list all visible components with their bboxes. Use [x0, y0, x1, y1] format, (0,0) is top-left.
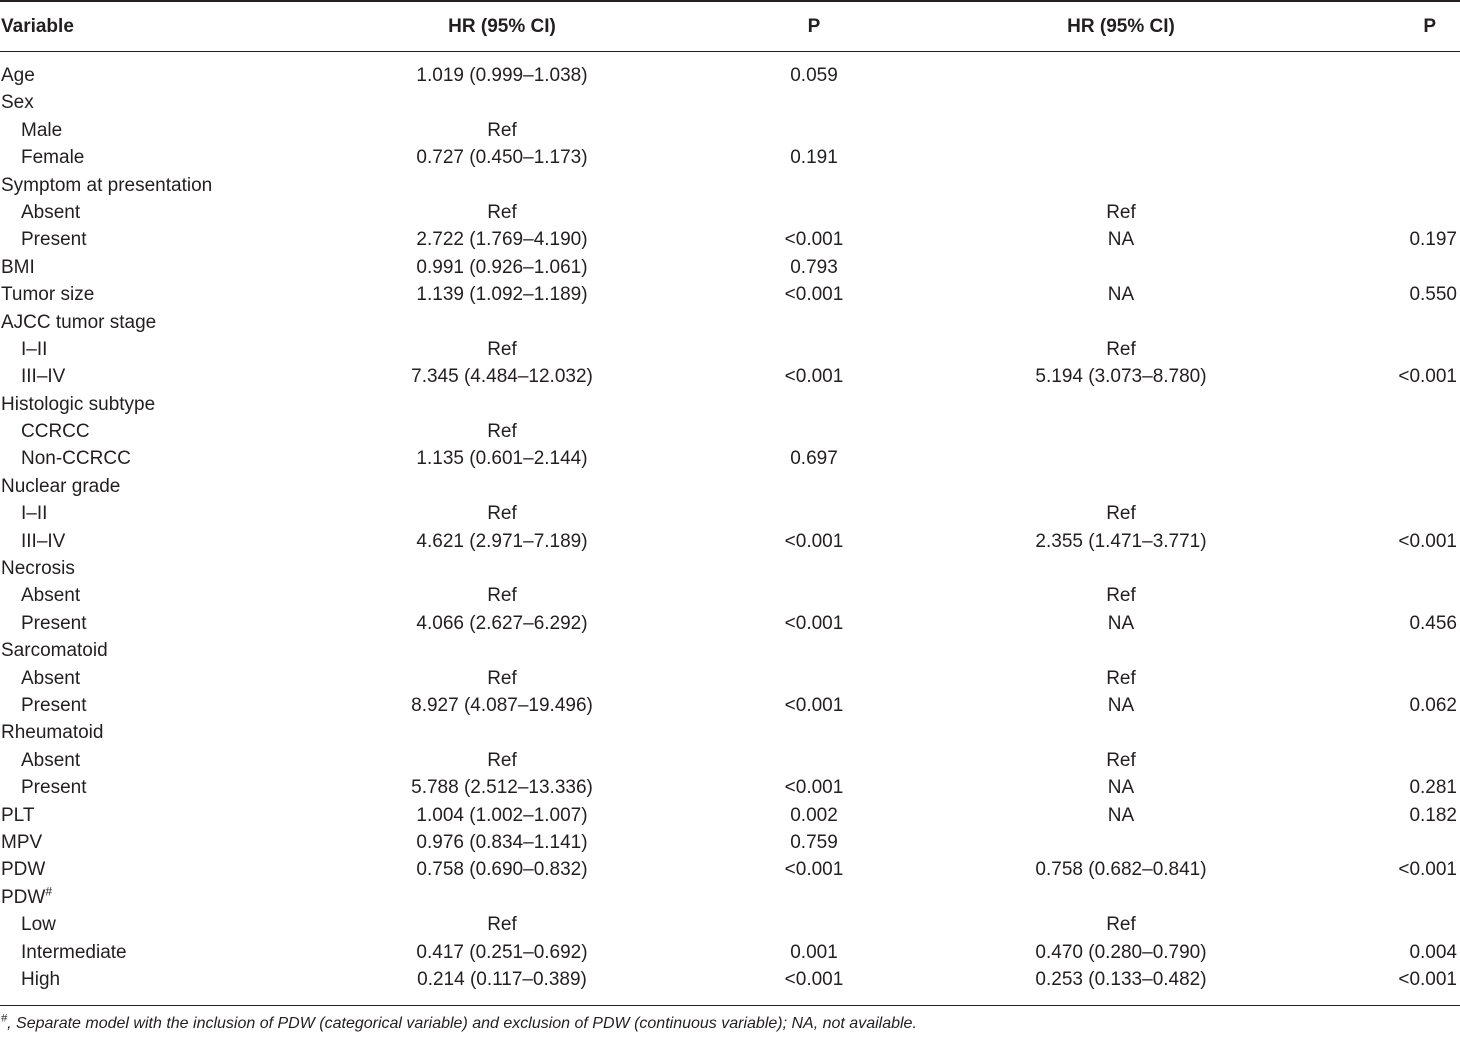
- cell-variable: [21, 418, 90, 445]
- cell-variable: [21, 774, 86, 801]
- table-row: [0, 719, 1460, 746]
- variable-label: High: [21, 968, 61, 990]
- table-row: [0, 555, 1460, 582]
- cell-p-univariate: <0.001: [784, 284, 844, 306]
- table-row: [0, 144, 1460, 171]
- cell-hr-univariate: 8.927 (4.087–19.496): [411, 694, 593, 716]
- table-row: [0, 637, 1460, 664]
- cell-variable: [21, 500, 47, 527]
- table-row: [0, 829, 1460, 856]
- cell-variable: [1, 172, 212, 199]
- variable-label: MPV: [1, 831, 43, 853]
- table-row: [0, 473, 1460, 500]
- variable-label: Tumor size: [1, 284, 95, 306]
- table-row: [0, 911, 1460, 938]
- cell-p-univariate: <0.001: [784, 694, 844, 716]
- cell-hr-univariate: 0.214 (0.117–0.389): [417, 968, 587, 990]
- cell-p-univariate: 0.002: [790, 804, 838, 826]
- table-row: [0, 336, 1460, 363]
- table-row: [0, 418, 1460, 445]
- cell-variable: [21, 144, 84, 171]
- cell-hr-multivariate: Ref: [1106, 503, 1136, 525]
- variable-label: AJCC tumor stage: [1, 311, 157, 333]
- header-rule: [0, 51, 1460, 52]
- cell-variable: [21, 966, 60, 993]
- cell-variable: [21, 445, 131, 472]
- cell-p-univariate: <0.001: [784, 777, 844, 799]
- cell-hr-multivariate: Ref: [1106, 201, 1136, 223]
- cell-variable: [1, 802, 34, 829]
- table-row: [0, 199, 1460, 226]
- header-p-univariate: P: [807, 16, 821, 37]
- cell-hr-univariate: 0.758 (0.690–0.832): [416, 859, 588, 881]
- cell-p-multivariate: <0.001: [1398, 968, 1457, 990]
- cell-variable: [1, 391, 155, 418]
- table-row: [0, 309, 1460, 336]
- table-row: [0, 89, 1460, 116]
- cell-variable: [21, 226, 86, 253]
- cell-p-univariate: <0.001: [784, 968, 844, 990]
- variable-label: Nuclear grade: [1, 475, 121, 497]
- table-row: [0, 172, 1460, 199]
- cell-p-multivariate: 0.281: [1409, 777, 1457, 799]
- cell-p-univariate: 0.759: [790, 831, 838, 853]
- cell-p-multivariate: 0.182: [1409, 804, 1457, 826]
- cell-hr-univariate: Ref: [487, 503, 517, 525]
- cell-hr-univariate: 5.788 (2.512–13.336): [411, 777, 593, 799]
- cell-variable: [1, 856, 45, 883]
- cell-hr-univariate: 4.621 (2.971–7.189): [416, 530, 588, 552]
- cell-hr-univariate: 0.991 (0.926–1.061): [416, 256, 588, 278]
- variable-label: Male: [21, 119, 63, 141]
- variable-label: Present: [21, 694, 87, 716]
- cell-variable: [1, 884, 52, 911]
- cell-variable: [1, 473, 120, 500]
- cell-variable: [21, 911, 56, 938]
- variable-label: CCRCC: [21, 421, 90, 443]
- variable-label: I–II: [21, 503, 48, 525]
- variable-label: Low: [21, 914, 56, 936]
- header-p-multivariate: P: [1423, 16, 1436, 37]
- cell-variable: [1, 829, 42, 856]
- cell-p-multivariate: <0.001: [1398, 366, 1457, 388]
- header-variable: Variable: [1, 16, 74, 37]
- cell-hr-multivariate: Ref: [1106, 338, 1136, 360]
- cell-p-univariate: <0.001: [784, 229, 844, 251]
- cell-hr-multivariate: Ref: [1106, 585, 1136, 607]
- cell-hr-multivariate: NA: [1107, 694, 1135, 716]
- variable-label: Present: [21, 612, 87, 634]
- table-row: [0, 856, 1460, 883]
- variable-label: Absent: [21, 667, 81, 689]
- variable-label: III–IV: [21, 366, 66, 388]
- cell-hr-multivariate: Ref: [1106, 914, 1136, 936]
- variable-label: Sex: [1, 92, 34, 114]
- cell-hr-univariate: 1.004 (1.002–1.007): [416, 804, 588, 826]
- cell-variable: [1, 281, 94, 308]
- table-row: [0, 281, 1460, 308]
- table-row: [0, 254, 1460, 281]
- table-row: [0, 445, 1460, 472]
- table-row: [0, 939, 1460, 966]
- variable-label: Absent: [21, 749, 81, 771]
- cell-hr-univariate: Ref: [487, 421, 517, 443]
- cell-variable: [21, 610, 86, 637]
- cell-p-univariate: <0.001: [784, 366, 844, 388]
- cell-hr-univariate: Ref: [487, 119, 517, 141]
- cell-p-univariate: 0.697: [790, 448, 838, 470]
- cell-hr-multivariate: 5.194 (3.073–8.780): [1035, 366, 1207, 388]
- variable-label: Rheumatoid: [1, 722, 104, 744]
- variable-label: Histologic subtype: [1, 393, 156, 415]
- table-row: [0, 117, 1460, 144]
- cell-variable: [21, 528, 65, 555]
- cell-variable: [1, 62, 35, 89]
- cell-hr-univariate: 4.066 (2.627–6.292): [416, 612, 588, 634]
- cell-p-multivariate: <0.001: [1398, 859, 1457, 881]
- cell-variable: [21, 117, 62, 144]
- variable-label: BMI: [1, 256, 35, 278]
- table-row: [0, 884, 1460, 911]
- cell-hr-univariate: Ref: [487, 914, 517, 936]
- cell-hr-univariate: 1.019 (0.999–1.038): [416, 65, 588, 86]
- variable-label: PDW: [1, 886, 46, 908]
- table-row: [0, 391, 1460, 418]
- table-row: [0, 966, 1460, 993]
- header-hr-univariate: HR (95% CI): [448, 16, 556, 37]
- variable-label: I–II: [21, 338, 48, 360]
- cell-hr-multivariate: Ref: [1106, 667, 1136, 689]
- cell-hr-univariate: Ref: [487, 338, 517, 360]
- cell-variable: [21, 747, 80, 774]
- cell-hr-univariate: 0.976 (0.834–1.141): [416, 831, 588, 853]
- variable-label: PLT: [1, 804, 35, 826]
- cell-p-multivariate: 0.004: [1409, 941, 1457, 963]
- bottom-rule: [0, 1005, 1460, 1006]
- table-row: [0, 500, 1460, 527]
- cell-p-multivariate: 0.550: [1409, 284, 1457, 306]
- cell-hr-univariate: 2.722 (1.769–4.190): [416, 229, 588, 251]
- cell-p-multivariate: <0.001: [1398, 530, 1457, 552]
- cell-p-multivariate: 0.197: [1409, 229, 1457, 251]
- cell-p-multivariate: 0.062: [1409, 694, 1457, 716]
- cell-hr-univariate: 1.139 (1.092–1.189): [416, 284, 588, 306]
- cell-hr-univariate: 0.417 (0.251–0.692): [416, 941, 588, 963]
- table-row: [0, 610, 1460, 637]
- cell-variable: [21, 665, 80, 692]
- table-row: [0, 774, 1460, 801]
- variable-label: Absent: [21, 201, 81, 223]
- cell-hr-multivariate: NA: [1107, 804, 1135, 826]
- cell-variable: [1, 555, 75, 582]
- cell-variable: [1, 637, 108, 664]
- cell-variable: [21, 582, 80, 609]
- variable-label: Present: [21, 229, 87, 251]
- cell-hr-univariate: Ref: [487, 201, 517, 223]
- cell-hr-multivariate: 2.355 (1.471–3.771): [1035, 530, 1207, 552]
- variable-label: PDW: [1, 859, 46, 881]
- variable-label: Absent: [21, 585, 81, 607]
- cell-hr-multivariate: 0.253 (0.133–0.482): [1035, 968, 1207, 990]
- variable-label: Intermediate: [21, 941, 127, 963]
- cell-hr-univariate: Ref: [487, 585, 517, 607]
- cell-hr-multivariate: Ref: [1106, 749, 1136, 771]
- cell-hr-multivariate: 0.470 (0.280–0.790): [1035, 941, 1207, 963]
- cell-p-univariate: 0.793: [790, 256, 838, 278]
- variable-label: Age: [1, 65, 35, 86]
- variable-label: Sarcomatoid: [1, 640, 108, 662]
- footnote-text: , Separate model with the inclusion of PDW (categorical variable) and exclusion of PDW (continuous variable); NA, not available.: [7, 1015, 917, 1032]
- cell-variable: [21, 692, 86, 719]
- cell-hr-univariate: 7.345 (4.484–12.032): [411, 366, 593, 388]
- cell-p-univariate: <0.001: [784, 612, 844, 634]
- table-body: [0, 62, 1460, 993]
- cell-variable: [21, 939, 127, 966]
- table-row: [0, 363, 1460, 390]
- table-row: [0, 226, 1460, 253]
- cell-p-univariate: 0.001: [790, 941, 838, 963]
- cell-variable: [21, 363, 65, 390]
- cell-variable: [21, 336, 47, 363]
- variable-label: Symptom at presentation: [1, 174, 213, 196]
- table-row: [0, 528, 1460, 555]
- cell-p-univariate: <0.001: [784, 530, 844, 552]
- cell-variable: [1, 89, 34, 116]
- cell-hr-multivariate: NA: [1107, 777, 1135, 799]
- cell-p-univariate: 0.191: [790, 147, 838, 169]
- variable-label: Necrosis: [1, 558, 75, 580]
- cell-hr-univariate: 1.135 (0.601–2.144): [416, 448, 588, 470]
- table-row: [0, 692, 1460, 719]
- cell-hr-multivariate: NA: [1107, 612, 1135, 634]
- table-row: [0, 802, 1460, 829]
- cell-hr-univariate: Ref: [487, 749, 517, 771]
- cell-hr-multivariate: 0.758 (0.682–0.841): [1035, 859, 1207, 881]
- cell-hr-multivariate: NA: [1107, 284, 1135, 306]
- cell-hr-univariate: 0.727 (0.450–1.173): [416, 147, 588, 169]
- header-hr-multivariate: HR (95% CI): [1067, 16, 1175, 37]
- cell-p-univariate: <0.001: [784, 859, 844, 881]
- cell-hr-multivariate: NA: [1107, 229, 1135, 251]
- table-row: [0, 62, 1460, 89]
- variable-label: III–IV: [21, 530, 66, 552]
- footnote: [1, 1012, 917, 1033]
- top-rule: [0, 0, 1460, 2]
- cell-p-univariate: 0.059: [790, 65, 838, 86]
- cell-variable: [21, 199, 80, 226]
- cell-p-multivariate: 0.456: [1409, 612, 1457, 634]
- variable-superscript: #: [45, 884, 53, 899]
- variable-label: Non-CCRCC: [21, 448, 131, 470]
- cell-variable: [1, 309, 156, 336]
- cell-hr-univariate: Ref: [487, 667, 517, 689]
- table-row: [0, 665, 1460, 692]
- cell-variable: [1, 719, 103, 746]
- variable-label: Present: [21, 777, 87, 799]
- table-row: [0, 747, 1460, 774]
- variable-label: Female: [21, 147, 85, 169]
- footnote-mark: #: [1, 1012, 8, 1025]
- table-row: [0, 582, 1460, 609]
- cell-variable: [1, 254, 35, 281]
